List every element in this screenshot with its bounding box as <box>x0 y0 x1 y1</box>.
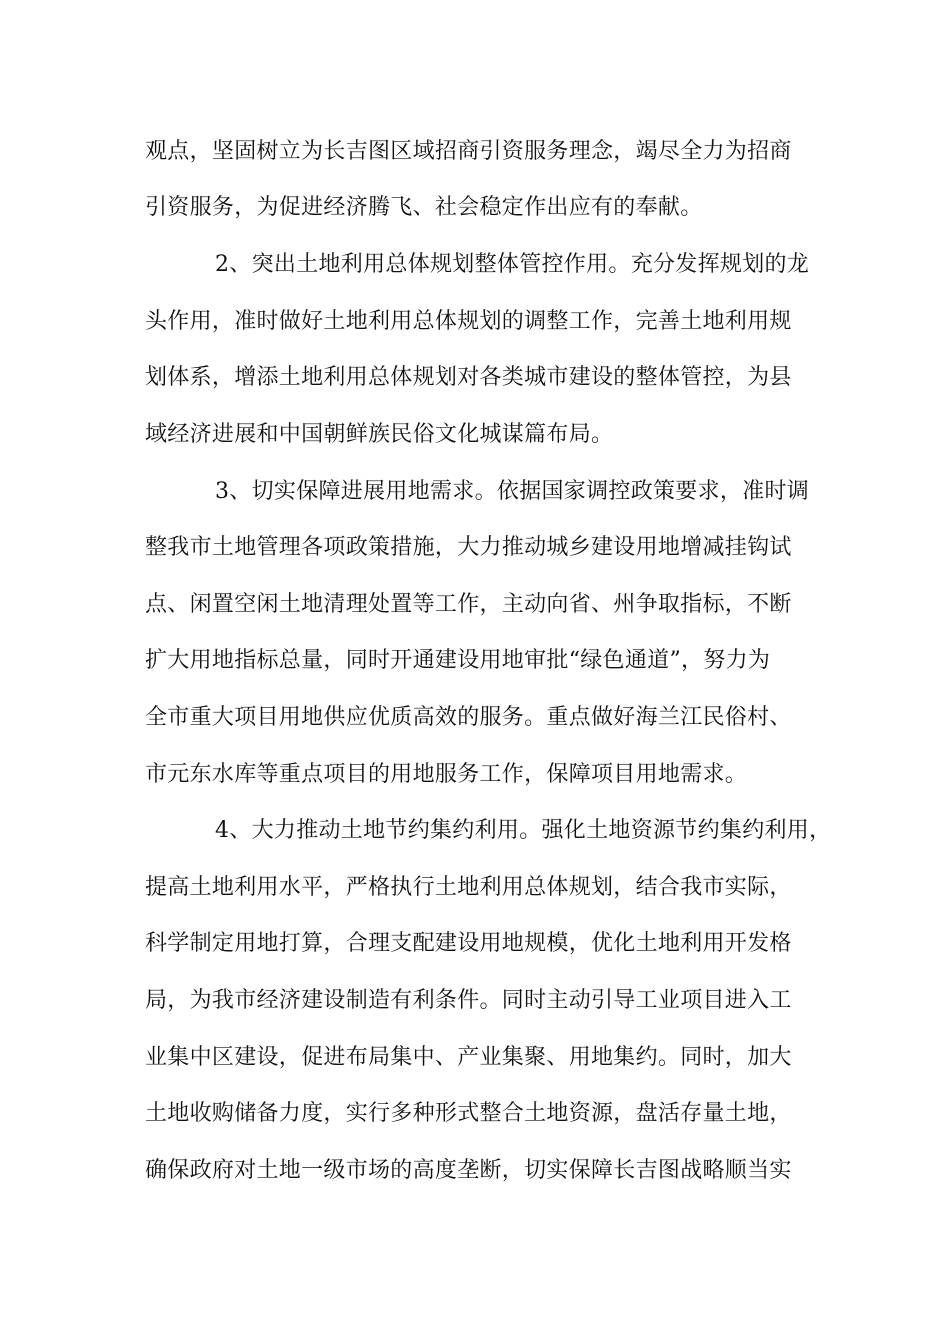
text-line: 头作用，准时做好土地利用总体规划的调整工作，完善土地利用规 <box>145 309 792 334</box>
text-line: 引资服务，为促进经济腾飞、社会稳定作出应有的奉献。 <box>145 195 703 220</box>
text-line: 局，为我市经济建设制造有利条件。同时主动引导工业项目进入工 <box>145 988 792 1013</box>
text-line: 域经济进展和中国朝鲜族民俗文化城谋篇布局。 <box>145 422 614 447</box>
text-line: 整我市土地管理各项政策措施，大力推动城乡建设用地增减挂钩试 <box>145 535 792 560</box>
text-line: 点、闲置空闲土地清理处置等工作，主动向省、州争取指标，不断 <box>145 592 792 617</box>
paragraph-4-first-line: 4、大力推动土地节约集约利用。强化土地资源节约集约利用， <box>215 818 832 843</box>
text-line: 确保政府对土地一级市场的高度垄断，切实保障长吉图战略顺当实 <box>145 1158 792 1183</box>
text-line: 市元东水库等重点项目的用地服务工作，保障项目用地需求。 <box>145 762 748 787</box>
text-line: 土地收购储备力度，实行多种形式整合土地资源，盘活存量土地， <box>145 1101 792 1126</box>
paragraph-3-first-line: 3、切实保障进展用地需求。依据国家调控政策要求，准时调 <box>215 479 810 504</box>
text-line: 划体系，增添土地利用总体规划对各类城市建设的整体管控，为县 <box>145 365 792 390</box>
text-line: 观点，坚固树立为长吉图区域招商引资服务理念，竭尽全力为招商 <box>145 139 792 164</box>
text-line: 科学制定用地打算，合理支配建设用地规模，优化土地利用开发格 <box>145 931 792 956</box>
paragraph-2-first-line: 2、突出土地利用总体规划整体管控作用。充分发挥规划的龙 <box>215 252 810 277</box>
text-line: 全市重大项目用地供应优质高效的服务。重点做好海兰江民俗村、 <box>145 705 792 730</box>
text-line: 提高土地利用水平，严格执行土地利用总体规划，结合我市实际， <box>145 875 792 900</box>
text-line: 扩大用地指标总量，同时开通建设用地审批“绿色通道”，努力为 <box>145 648 771 673</box>
text-line: 业集中区建设，促进布局集中、产业集聚、用地集约。同时，加大 <box>145 1045 792 1070</box>
